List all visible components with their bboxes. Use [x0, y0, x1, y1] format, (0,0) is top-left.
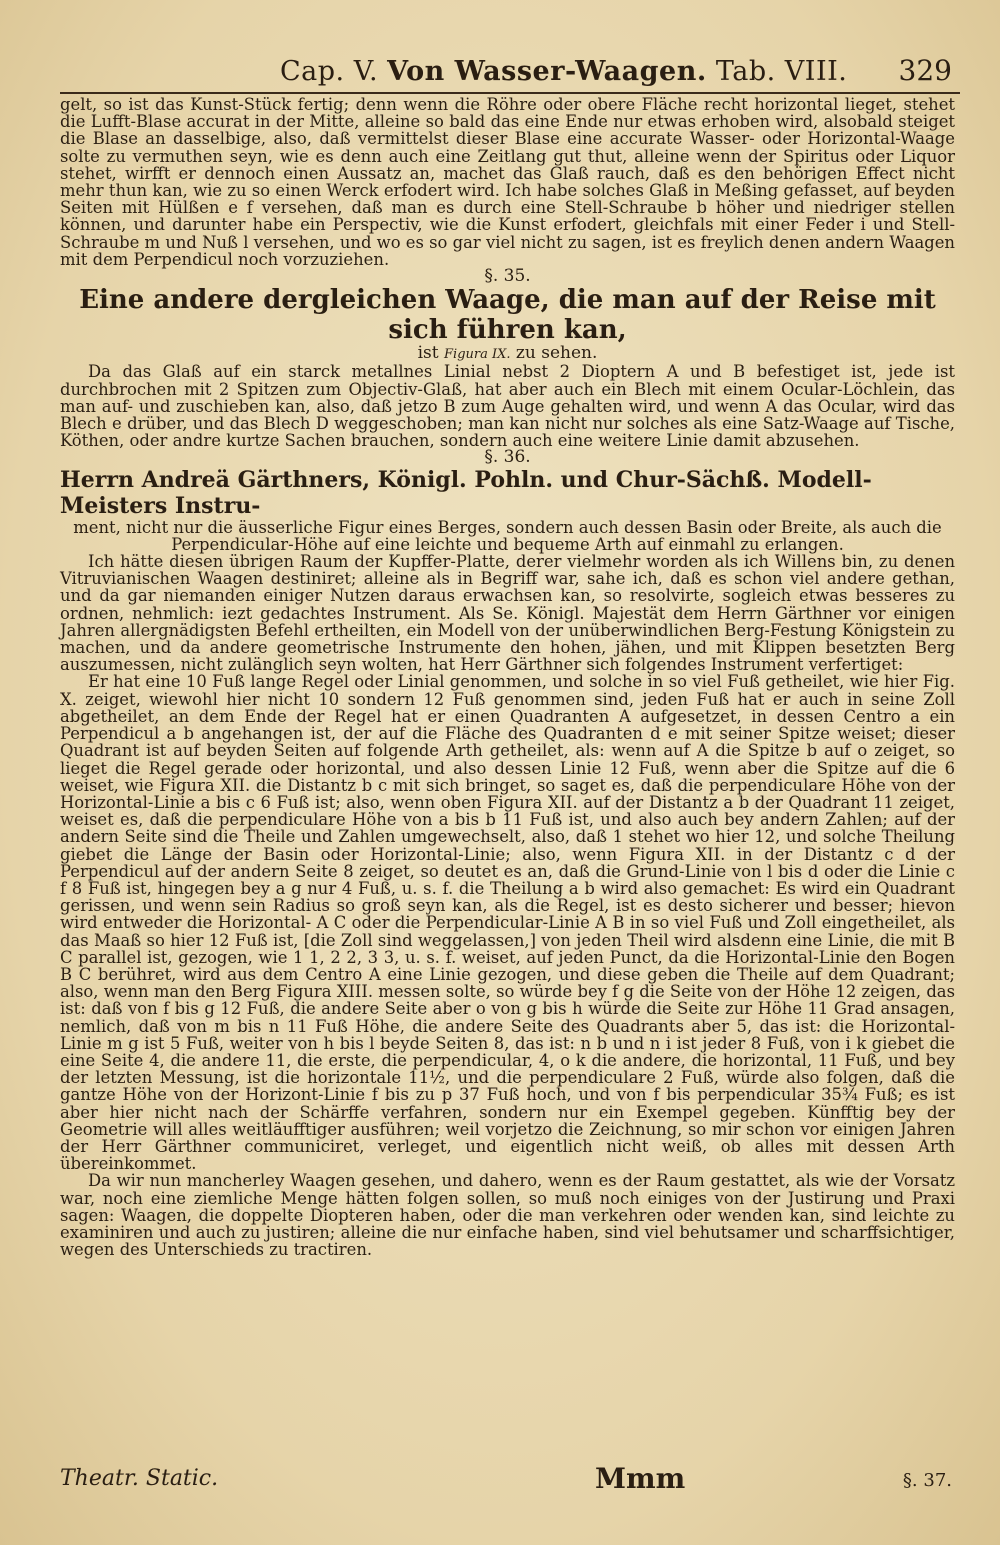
page-number: 329 — [898, 54, 952, 87]
section-36-paragraph-1: Ich hätte diesen übrigen Raum der Kupffer-Platte, derer vielmehr worden als ich Willens bin, zu denen Vitruvianischen Waagen destiniret; alleine als in Begriff war, sahe ich, daß es schon viel andere gethan, und da gar niemanden einiger Nutzen daraus erwachsen kan, so resolvirte, sogleich etwas besseres zu ordnen, nehmlich: iezt gedachtes Instrument. Als Se. Königl. Majestät dem Herrn Gärthner vor einigen Jahren allergnädigsten Befehl ertheilten, ein Modell von der unüberwindlichen Berg-Festung Königstein zu machen, und da andere geometrische Instrumente den hohen, jähen, und mit Klippen besetzten Berg auszumessen, nicht zulänglich seyn wolten, hat Herr Gärthner sich folgendes Instrument verfertiget: — [60, 552, 955, 675]
page-body — [60, 96, 955, 1258]
section-36-paragraph-2: Er hat eine 10 Fuß lange Regel oder Linial genommen, und solche in so viel Fuß getheilet, wie hier Fig. X. zeiget, wiewohl hier nicht 10 sondern 12 Fuß genommen sind, jeden Fuß hat er auch in seine Zoll abgetheilet, an dem Ende der Regel hat er einen Quadranten A aufgesetzet, in dessen Centro a ein Perpendicul a b angehangen ist, der auf die Fläche des Quadranten d e mit seiner Spitze weiset; dieser Quadrant ist auf beyden Seiten auf folgende Arth getheilet, als: wenn auf A die Spitze b auf o zeiget, so lieget die Regel gerade oder horizontal, und also dessen Linie 12 Fuß, wenn aber die Spitze auf die 6 weiset, wie Figura XII. die Distantz b c mit sich bringet, so saget es, daß die perpendiculare Höhe von der Horizontal-Linie a bis c 6 Fuß ist; also, wenn oben Figura XII. auf der Distantz a b der Quadrant 11 zeiget, weiset es, daß die perpendiculare Höhe von a bis b 11 Fuß ist, und also auch bey andern Zahlen; auf der andern Seite sind die Theile und Zahlen umgewechselt, also, daß 1 stehet wo hier 12, und solche Theilung giebet die Länge der Basin oder Horizontal-Linie; also, wenn Figura XII. in der Distantz c d der Perpendicul auf der andern Seite 8 zeiget, so deutet es an, daß die Grund-Linie von l bis d oder die Linie c f 8 Fuß ist, hingegen bey a g nur 4 Fuß, u. s. f. die Theilung a b wird also gemachet: Es wird ein Quadrant gerissen, und wenn sein Radius so groß seyn kan, als die Regel, ist es desto sicherer und besser; hievon wird entweder die Horizontal- A C oder die Perpendicular-Linie A B in so viel Fuß und Zoll eingetheilet, als das Maaß so hier 12 Fuß ist, [die Zoll sind weggelassen,] von jeden Theil wird alsdenn eine Linie, die mit B C parallel ist, gezogen, wie 1 1, 2 2, 3 3, u. s. f. weiset, auf jeden Punct, da die Horizontal-Linie den Bogen B C berühret, wird aus dem Centro A eine Linie gezogen, und diese geben die Theile auf dem Quadrant; also, wenn man den Berg Figura XIII. messen solte, so würde bey f g die Seite von der Höhe 12 zeigen, das ist: daß von f bis g 12 Fuß, die andere Seite aber o von g bis h würde die Seite zur Höhe 11 Grad ansagen, nemlich, daß von m bis n 11 Fuß Höhe, die andere Seite des Quadrants aber 5, das ist: die Horizontal-Linie m g ist 5 Fuß, weiter von h bis l beyde Seiten 8, das ist: n b und n i ist jeder 8 Fuß, von i k giebet die eine Seite 4, die andere 11, die erste, die perpendicular, 4, o k die andere, die horizontal, 11 Fuß, und bey der letzten Messung, ist die horizontale 11½, und die perpendiculare 2 Fuß, würde also folgen, daß die gantze Höhe von der Horizont-Linie f bis zu p 37 Fuß hoch, und von f bis perpendicular 35¾ Fuß; es ist aber hier nicht nach der Schärffe verfahren, sondern nur ein Exempel gegeben. Künfftig bey der Geometrie will alles weitläufftiger ausführen; weil vorjetzo die Zeichnung, so mir schon vor einigen Jahren der Herr Gärthner communiciret, verleget, und eigentlich nicht weiß, ob alles mit dessen Arth übereinkommet. — [60, 672, 955, 1174]
running-title-subject: Von Wasser-Waagen. — [387, 56, 707, 87]
catchword: §. 37. — [902, 1470, 952, 1491]
section-35-subline — [60, 345, 955, 363]
running-title-plate: Tab. VIII. — [715, 56, 848, 87]
figure-reference: Figura IX. — [444, 347, 511, 363]
section-36-heading-cont: ment, nicht nur die äusserliche Figur eines Berges, sondern auch dessen Basin oder Breite, als auch die Perpendicular-Höhe auf eine leichte und bequeme Arth auf einmahl zu erlangen. — [73, 517, 942, 554]
footer-title: Theatr. Static. — [60, 1466, 219, 1491]
page-footer — [60, 1462, 960, 1502]
signature-mark: Mmm — [595, 1462, 686, 1495]
section-35-sign: §. 35. — [484, 266, 531, 287]
running-title-chapter: Cap. V. — [280, 56, 379, 87]
page-header — [60, 52, 960, 94]
subline-prefix: ist — [417, 343, 439, 364]
section-35-text: Da das Glaß auf ein starck metallnes Linial nebst 2 Dioptern A und B befestiget ist, jede ist durchbrochen mit 2 Spitzen zum Objectiv-Glaß, hat aber auch ein Blech mit einem Ocular-Löchlein, das man auf- und zuschieben kan, also, daß jetzo B zum Auge gehalten wird, und wenn A das Ocular, wird das Blech e drüber, und das Blech D weggeschoben; man kan nicht nur solches als eine Satz-Waage auf Tische, Köthen, oder andre kurtze Sachen brauchen, sondern auch eine weitere Linie damit abzusehen. — [60, 362, 955, 451]
section-35-heading: Eine andere dergleichen Waage, die man auf der Reise mit sich führen kan, — [79, 285, 936, 346]
section-36-sign: §. 36. — [484, 447, 531, 468]
subline-suffix: zu sehen. — [515, 343, 598, 364]
section-36-paragraph-3: Da wir nun mancherley Waagen gesehen, und dahero, wenn es der Raum gestattet, als wie der Vorsatz war, noch eine ziemliche Menge hätten folgen sollen, so muß noch einiges von der Justirung und Praxi sagen: Waagen, die doppelte Diopteren haben, oder die man verkehren oder wenden kan, sind leichte zu examiniren und auch zu justiren; alleine die nur einfache haben, sind viel behutsamer und scharffsichtiger, wegen des Unterschieds zu tractiren. — [60, 1171, 955, 1260]
section-36-heading: Herrn Andreä Gärthners, Königl. Pohln. und Chur-Sächß. Modell-Meisters Instru- — [60, 466, 872, 519]
running-title — [280, 56, 847, 87]
section-34-continuation: gelt, so ist das Kunst-Stück fertig; denn wenn die Röhre oder obere Fläche recht horizontal lieget, stehet die Lufft-Blase accurat in der Mitte, alleine so bald das eine Ende nur etwas erhoben wird, alsobald steiget die Blase an dasselbige, also, daß vermittelst dieser Blase eine accurate Wasser- oder Horizontal-Waage solte zu vermuthen seyn, wie es denn auch eine Zeitlang gut thut, alleine wenn der Spiritus oder Liquor stehet, wirfft er dennoch einen Aussatz an, machet das Glaß rauch, daß es den behörigen Effect nicht mehr thun kan, wie zu so einen Werck erfodert wird. Ich habe solches Glaß in Meßing gefasset, auf beyden Seiten mit Hülßen e f versehen, daß man es durch eine Stell-Schraube b höher und niedriger stellen können, und darunter habe ein Perspectiv, wie die Kunst erfodert, gleichfals mit einer Feder i und Stell-Schraube m und Nuß l versehen, und wo es so gar viel nicht zu sagen, ist es freylich denen andern Waagen mit dem Perpendicul noch vorzuziehen. — [60, 95, 955, 269]
